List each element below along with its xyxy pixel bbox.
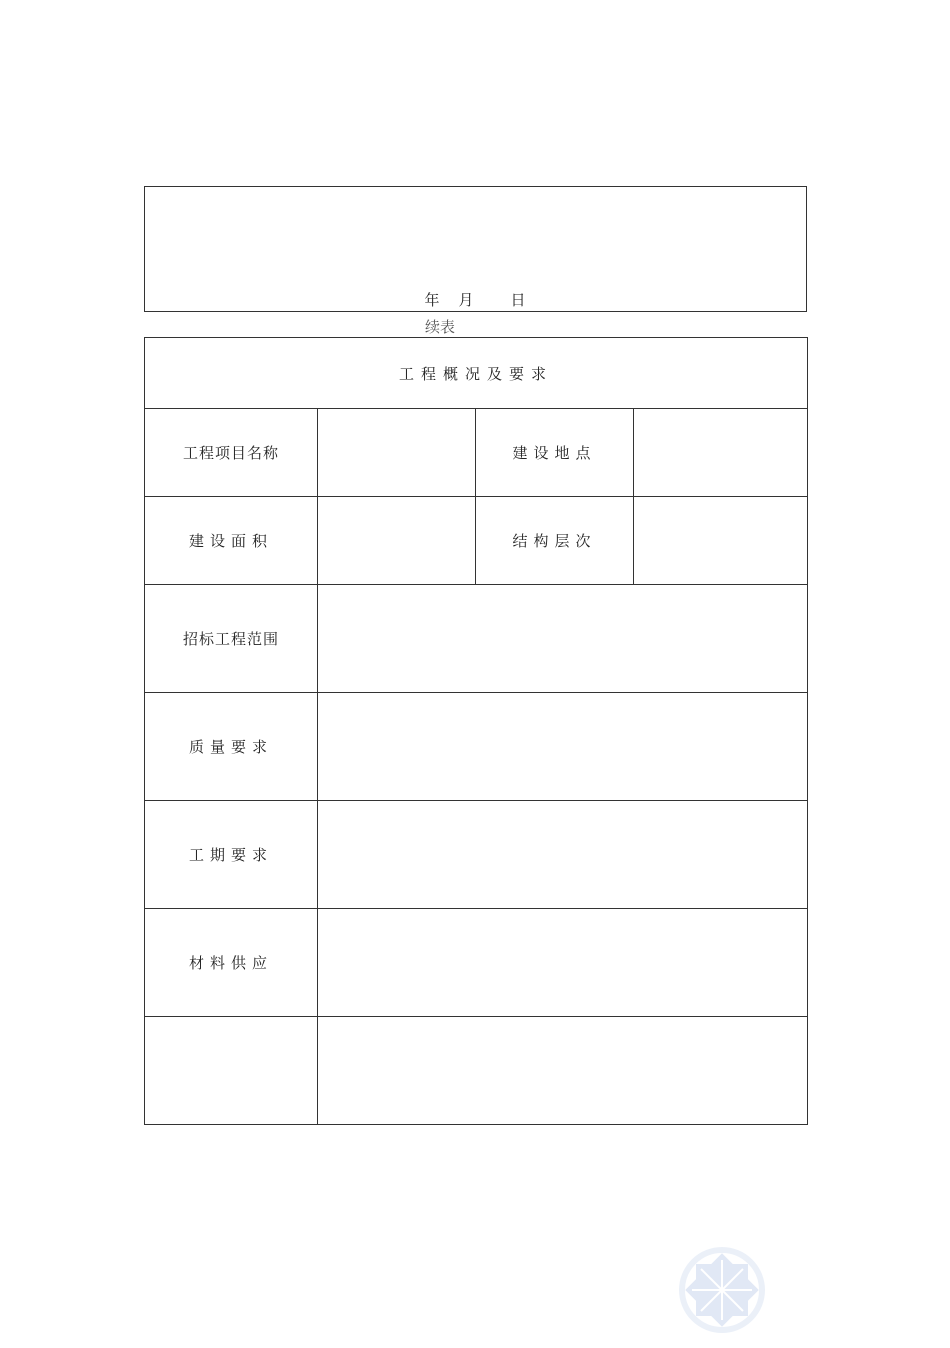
material-supply-label: 材料供应 xyxy=(145,909,318,1017)
construction-area-value[interactable] xyxy=(318,497,476,585)
structure-floors-label: 结构层次 xyxy=(476,497,634,585)
continued-table-label: 续表 xyxy=(425,318,456,336)
year-label: 年 xyxy=(424,291,441,309)
table-title: 工程概况及要求 xyxy=(145,338,808,409)
schedule-requirement-label: 工期要求 xyxy=(145,801,318,909)
blank-row-label xyxy=(145,1017,318,1125)
structure-floors-value[interactable] xyxy=(634,497,808,585)
signature-date-box xyxy=(144,186,807,312)
day-label: 日 xyxy=(510,291,527,309)
tender-scope-value[interactable] xyxy=(318,585,808,693)
quality-requirement-value[interactable] xyxy=(318,693,808,801)
material-supply-value[interactable] xyxy=(318,909,808,1017)
construction-area-label: 建设面积 xyxy=(145,497,318,585)
construction-site-label: 建设地点 xyxy=(476,409,634,497)
month-label: 月 xyxy=(458,291,475,309)
snowflake-logo-icon xyxy=(668,1236,776,1344)
date-line xyxy=(145,289,806,310)
blank-row-value[interactable] xyxy=(318,1017,808,1125)
schedule-requirement-value[interactable] xyxy=(318,801,808,909)
project-overview-table xyxy=(144,337,808,1125)
project-name-value[interactable] xyxy=(318,409,476,497)
quality-requirement-label: 质量要求 xyxy=(145,693,318,801)
tender-scope-label: 招标工程范围 xyxy=(145,585,318,693)
construction-site-value[interactable] xyxy=(634,409,808,497)
project-name-label: 工程项目名称 xyxy=(145,409,318,497)
